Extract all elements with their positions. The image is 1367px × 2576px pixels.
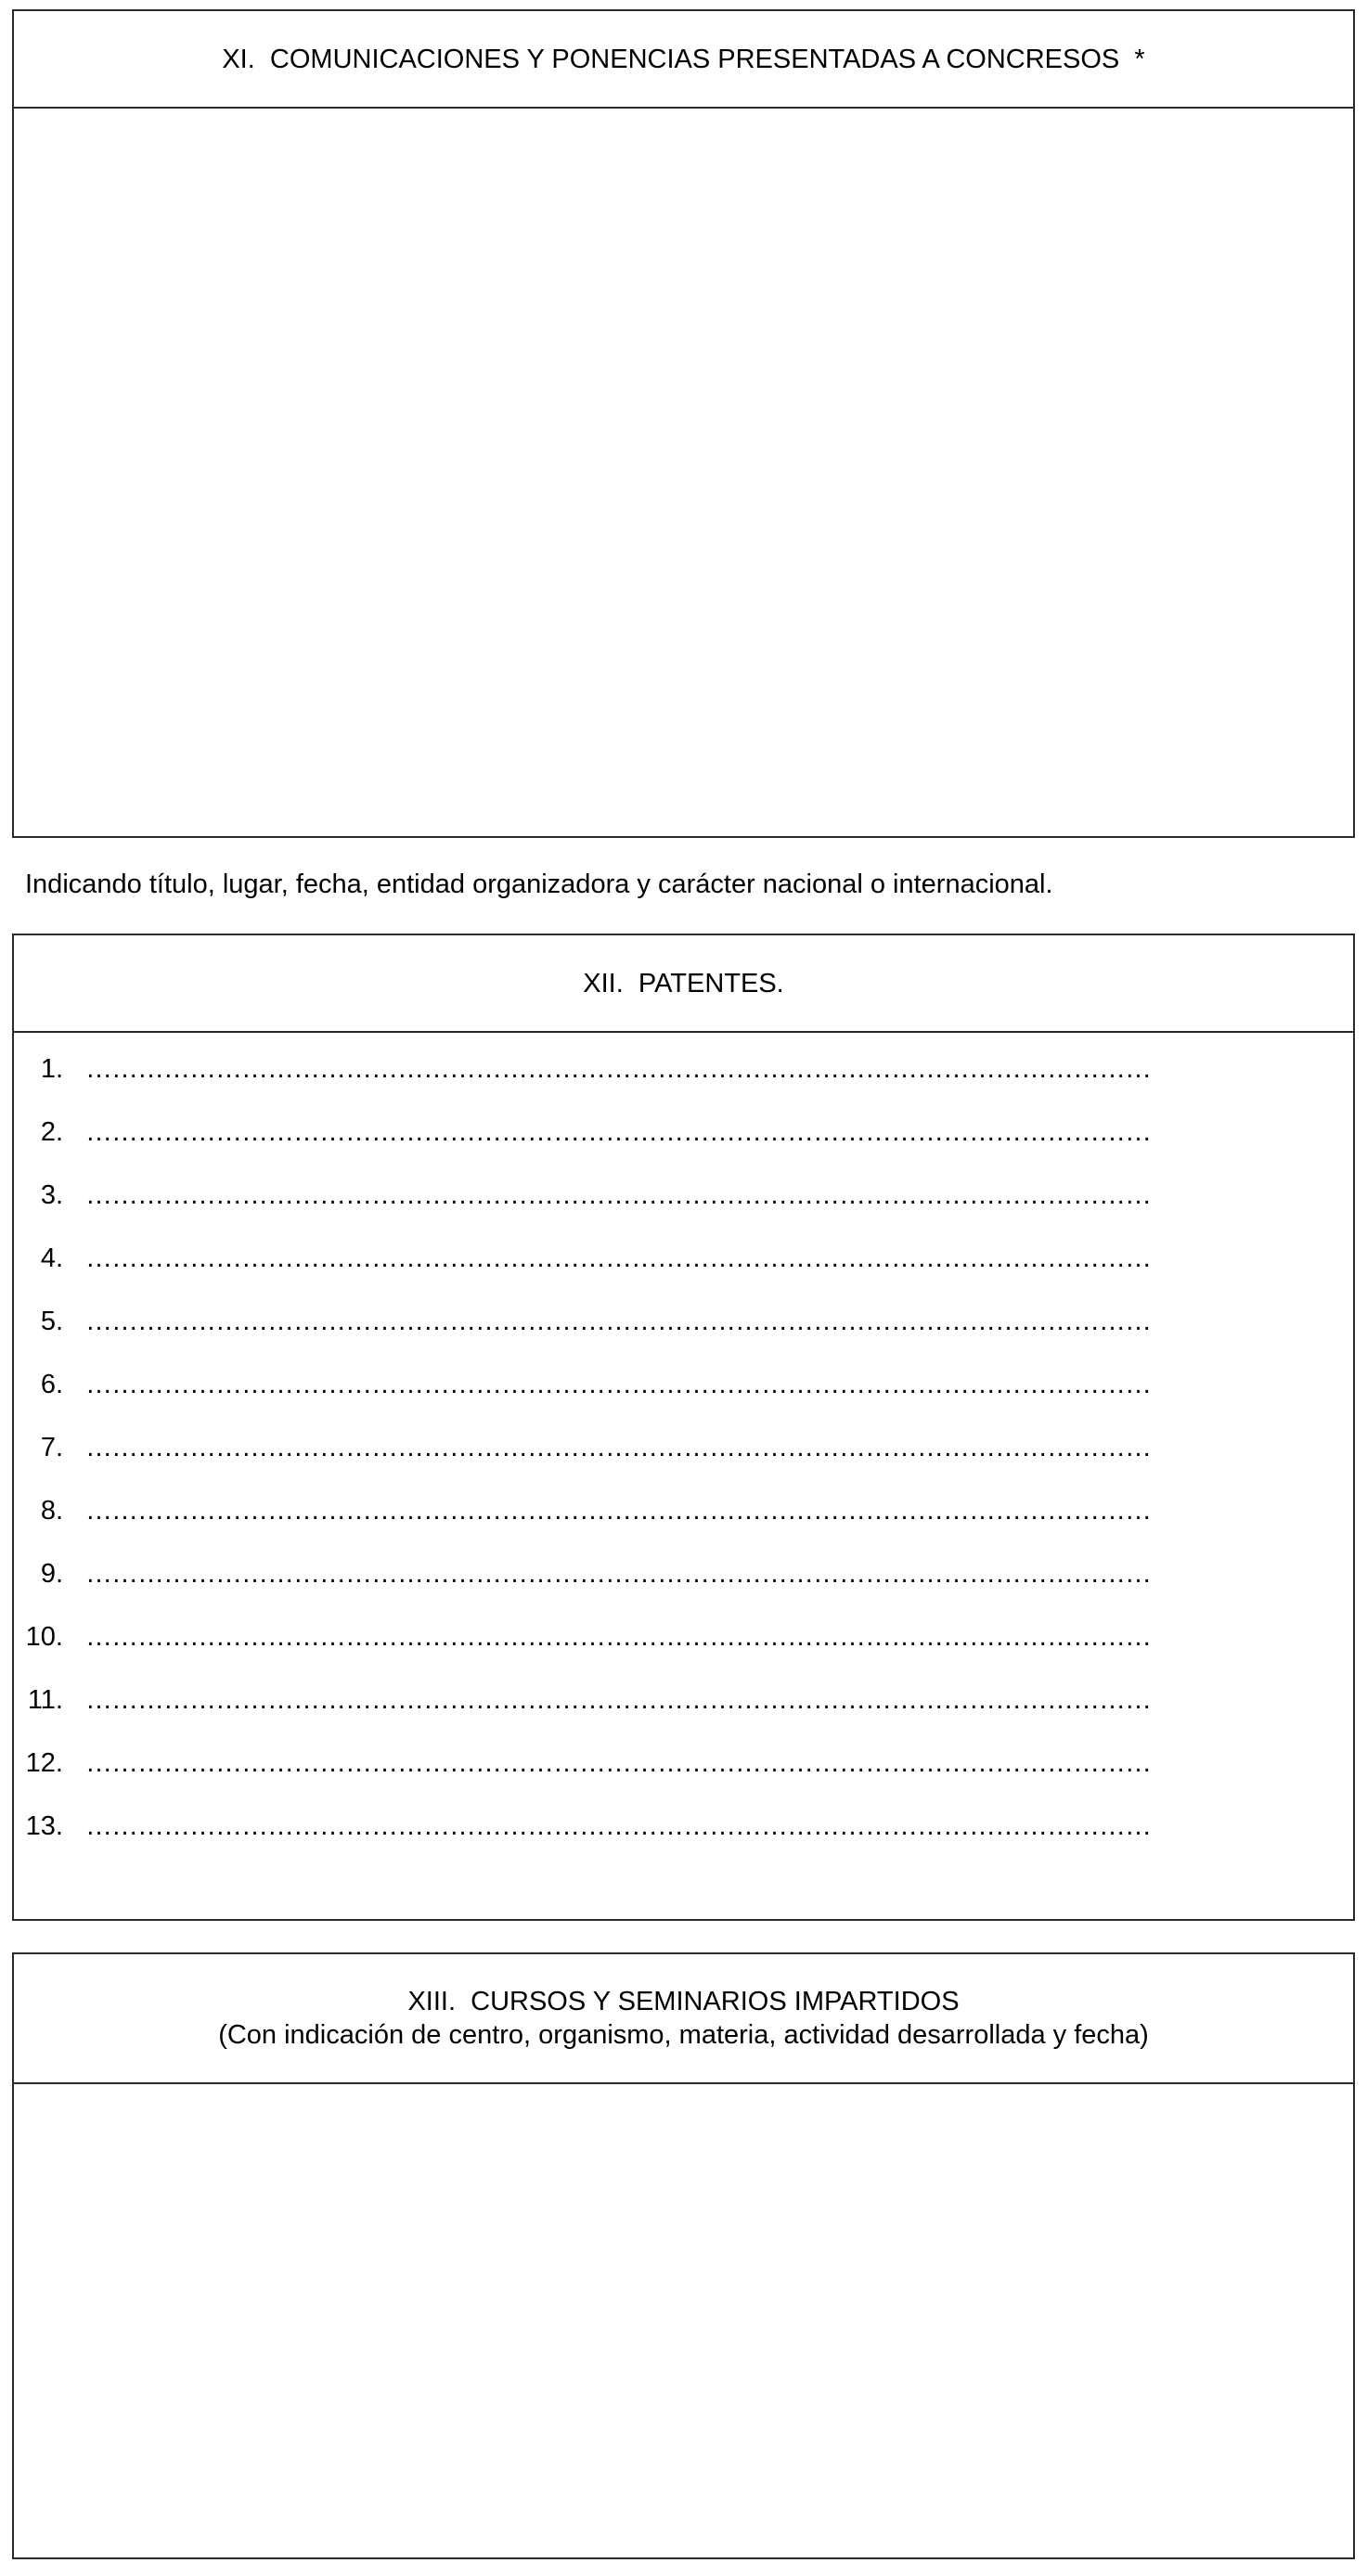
patent-line-dots: …………………………………………………………………………………………………………… (85, 1433, 1151, 1462)
patent-line-dots: …………………………………………………………………………………………………………… (85, 1496, 1151, 1526)
section-xii-title: XII. PATENTES. (583, 968, 784, 998)
section-xii-header (14, 935, 1353, 1033)
patent-line-dots: …………………………………………………………………………………………………………… (85, 1054, 1151, 1084)
section-xi-header (14, 11, 1353, 109)
patent-line-number: 6. (40, 1370, 63, 1399)
section-xi-title: XI. COMUNICACIONES Y PONENCIAS PRESENTADAS A CONCRESOS * (222, 44, 1145, 74)
section-xiii-header (14, 1954, 1353, 2084)
patent-line-number: 2. (40, 1117, 63, 1147)
patent-line-dots: …………………………………………………………………………………………………………… (85, 1180, 1151, 1210)
patent-line[interactable] (0, 1303, 1367, 1340)
patent-line-number: 7. (40, 1433, 63, 1462)
patent-line-dots: …………………………………………………………………………………………………………… (85, 1559, 1151, 1589)
patent-line-number: 1. (40, 1054, 63, 1084)
patent-line[interactable] (0, 1618, 1367, 1655)
patent-line[interactable] (0, 1745, 1367, 1782)
patent-line[interactable] (0, 1177, 1367, 1214)
patent-line[interactable] (0, 1429, 1367, 1466)
section-xiii-subtitle: (Con indicación de centro, organismo, materia, actividad desarrollada y fecha) (218, 2020, 1149, 2050)
section-xiii-title: XIII. CURSOS Y SEMINARIOS IMPARTIDOS (407, 1987, 960, 2016)
patent-line-dots: …………………………………………………………………………………………………………… (85, 1243, 1151, 1273)
patent-line-number: 11. (27, 1685, 63, 1715)
patent-line-number: 10. (25, 1622, 63, 1652)
patent-line[interactable] (0, 1240, 1367, 1277)
section-xi-box (12, 9, 1355, 838)
patent-line-number: 5. (40, 1307, 63, 1336)
patent-line[interactable] (0, 1492, 1367, 1529)
patent-line[interactable] (0, 1366, 1367, 1403)
patent-line-number: 4. (40, 1243, 63, 1273)
patent-line-number: 12. (25, 1748, 63, 1778)
patent-line-dots: …………………………………………………………………………………………………………… (85, 1307, 1151, 1336)
patent-line[interactable] (0, 1114, 1367, 1151)
section-xi-note: Indicando título, lugar, fecha, entidad organizadora y carácter nacional o internacional. (25, 869, 1053, 899)
patent-line[interactable] (0, 1050, 1367, 1088)
patent-line[interactable] (0, 1555, 1367, 1592)
patent-line-dots: …………………………………………………………………………………………………………… (85, 1685, 1151, 1715)
patent-line-dots: …………………………………………………………………………………………………………… (85, 1811, 1151, 1841)
patent-line[interactable] (0, 1681, 1367, 1719)
patent-line-number: 3. (40, 1180, 63, 1210)
patent-line-number: 8. (40, 1496, 63, 1526)
patent-line[interactable] (0, 1808, 1367, 1845)
patent-line-dots: …………………………………………………………………………………………………………… (85, 1748, 1151, 1778)
patent-line-dots: …………………………………………………………………………………………………………… (85, 1370, 1151, 1399)
patent-line-dots: …………………………………………………………………………………………………………… (85, 1622, 1151, 1652)
section-xiii-box (12, 1952, 1355, 2559)
patent-line-dots: …………………………………………………………………………………………………………… (85, 1117, 1151, 1147)
patent-line-number: 9. (40, 1559, 63, 1589)
patent-line-number: 13. (25, 1811, 63, 1841)
